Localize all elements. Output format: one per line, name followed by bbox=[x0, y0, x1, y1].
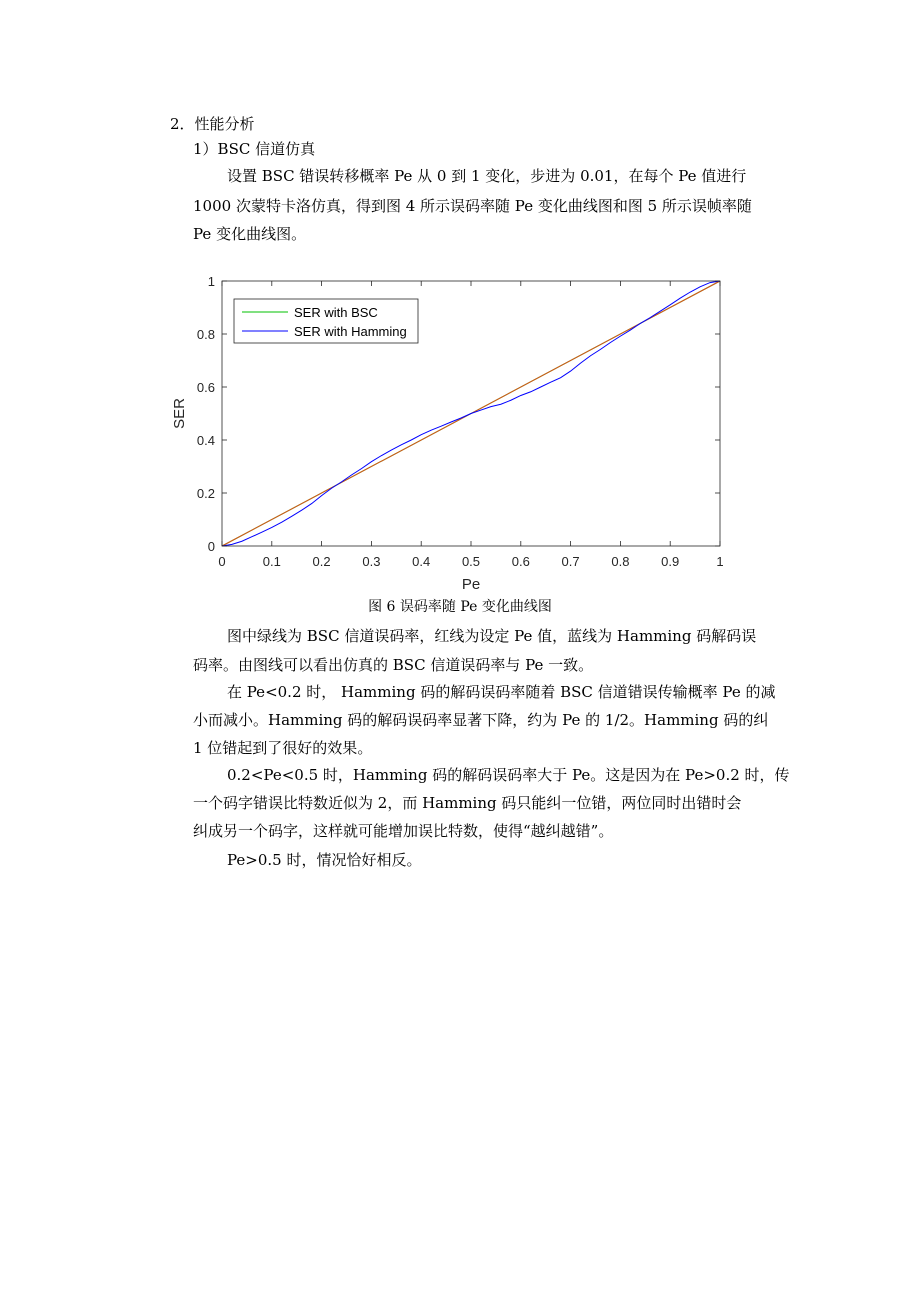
y-tick-label: 0.4 bbox=[196, 433, 215, 448]
y-tick-label: 1 bbox=[207, 274, 215, 289]
y-tick-label: 0.8 bbox=[196, 327, 215, 342]
x-tick-label: 0.6 bbox=[511, 554, 530, 569]
x-tick-label: 0.2 bbox=[312, 554, 331, 569]
legend-label: SER with BSC bbox=[294, 305, 378, 320]
analysis-p2-line-1: 在 Pe<0.2 时， Hamming 码的解码误码率随着 BSC 信道错误传输概率 Pe 的减 bbox=[227, 683, 776, 701]
ser-chart bbox=[160, 266, 760, 596]
x-tick-label: 0.1 bbox=[262, 554, 281, 569]
x-tick-label: 0.4 bbox=[412, 554, 431, 569]
y-tick-label: 0.6 bbox=[196, 380, 215, 395]
x-tick-label: 1 bbox=[716, 554, 724, 569]
analysis-p1-line-1: 图中绿线为 BSC 信道误码率，红线为设定 Pe 值，蓝线为 Hamming 码解码误 bbox=[227, 627, 757, 645]
analysis-p3-line-2: 一个码字错误比特数近似为 2，而 Hamming 码只能纠一位错，两位同时出错时会 bbox=[193, 794, 742, 812]
x-tick-label: 0.5 bbox=[461, 554, 481, 569]
intro-line-1: 设置 BSC 错误转移概率 Pe 从 0 到 1 变化，步进为 0.01，在每个 Pe 值进行 bbox=[227, 167, 747, 185]
y-tick-label: 0.2 bbox=[196, 486, 215, 501]
x-tick-label: 0.9 bbox=[661, 554, 680, 569]
x-tick-label: 0 bbox=[218, 554, 226, 569]
legend-label: SER with Hamming bbox=[294, 324, 407, 339]
intro-line-2: 1000 次蒙特卡洛仿真，得到图 4 所示误码率随 Pe 变化曲线图和图 5 所示误帧率随 bbox=[193, 197, 752, 215]
intro-line-3: Pe 变化曲线图。 bbox=[193, 225, 307, 243]
y-tick-label: 0 bbox=[207, 539, 215, 554]
y-axis-label: SER bbox=[171, 398, 188, 429]
x-tick-label: 0.3 bbox=[362, 554, 381, 569]
figure-caption: 图 6 误码率随 Pe 变化曲线图 bbox=[368, 599, 552, 615]
analysis-p2-line-3: 1 位错起到了很好的效果。 bbox=[193, 739, 373, 757]
analysis-p1-line-2: 码率。由图线可以看出仿真的 BSC 信道误码率与 Pe 一致。 bbox=[193, 656, 594, 674]
analysis-p3-line-1: 0.2<Pe<0.5 时，Hamming 码的解码误码率大于 Pe。这是因为在 Pe>0.2 时，传 bbox=[227, 766, 790, 784]
subsection-heading: 1）BSC 信道仿真 bbox=[193, 140, 316, 158]
section-heading: 2．性能分析 bbox=[170, 115, 255, 133]
analysis-p3-line-3: 纠成另一个码字，这样就可能增加误比特数，使得“越纠越错”。 bbox=[193, 822, 614, 840]
analysis-p2-line-2: 小而减小。Hamming 码的解码误码率显著下降，约为 Pe 的 1/2。Hamming 码的纠 bbox=[193, 711, 769, 729]
x-tick-label: 0.7 bbox=[561, 554, 580, 569]
analysis-p4-line-1: Pe>0.5 时，情况恰好相反。 bbox=[227, 851, 422, 869]
x-tick-label: 0.8 bbox=[611, 554, 630, 569]
x-axis-label: Pe bbox=[461, 576, 481, 593]
